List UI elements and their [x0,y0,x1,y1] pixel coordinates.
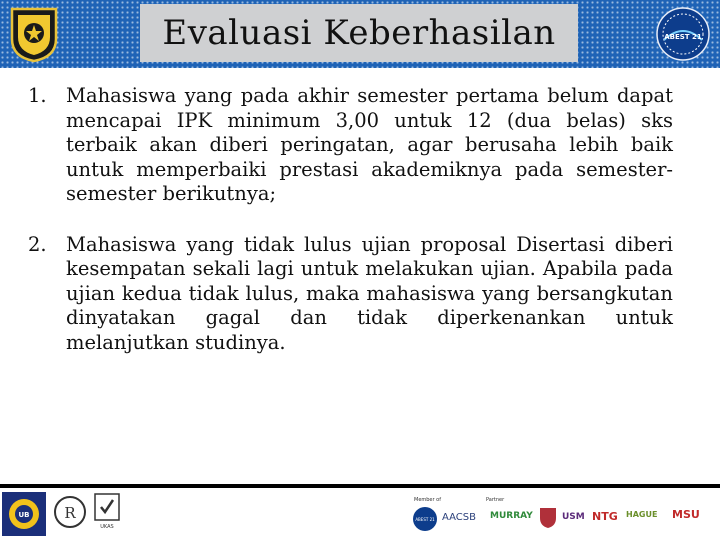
abest21-logo-text: ABEST 21 [664,33,702,41]
list-item-text: Mahasiswa yang tidak lulus ujian proposal Disertasi diberi kesempatan sekali lagi untuk melakukan ujian. Apabila pada ujian kedua tidak lulus, maka mahasiswa yang bersangkutan dinyatakan gagal dan tidak diperkenankan untuk melanjutkan studinya. [66,232,673,354]
usm-logo: USM [562,512,585,522]
abest21-logo [654,6,712,62]
list-item-number: 1. [28,84,47,107]
aacsb-logo: AACSB [442,512,476,523]
murray-logo: MURRAY [490,511,533,521]
list-item [28,233,673,356]
member-of-label: Member of [414,497,441,503]
ub-logo [2,492,46,536]
partner-crest-icon [538,506,558,530]
footer-logos [0,488,720,540]
abest21-small-logo [412,506,438,532]
university-crest-logo [8,5,60,63]
list-item [28,84,673,207]
ukas-text: UKAS [100,524,114,530]
hague-logo: HAGUE [626,510,658,519]
ukas-certification-icon [92,492,122,536]
header-band [0,0,720,68]
content-list [28,84,673,355]
page-title: Evaluasi Keberhasilan [140,4,578,62]
ub-logo-text: UB [18,511,30,519]
partner-label: Partner [486,497,505,503]
msu-logo: MSU [672,508,700,521]
registered-certification-icon [52,494,88,534]
svg-text:ABEST 21: ABEST 21 [415,517,435,522]
svg-text:R: R [64,504,76,522]
list-item-text: Mahasiswa yang pada akhir semester pertama belum dapat mencapai IPK minimum 3,00 untuk 12 (dua belas) sks terbaik akan diberi peringatan, agar berusaha lebih baik untuk memperbaiki prestasi akademiknya pada semester-semester berikutnya; [66,84,673,205]
list-item-number: 2. [28,232,47,256]
ntg-logo: NTG [592,510,618,523]
